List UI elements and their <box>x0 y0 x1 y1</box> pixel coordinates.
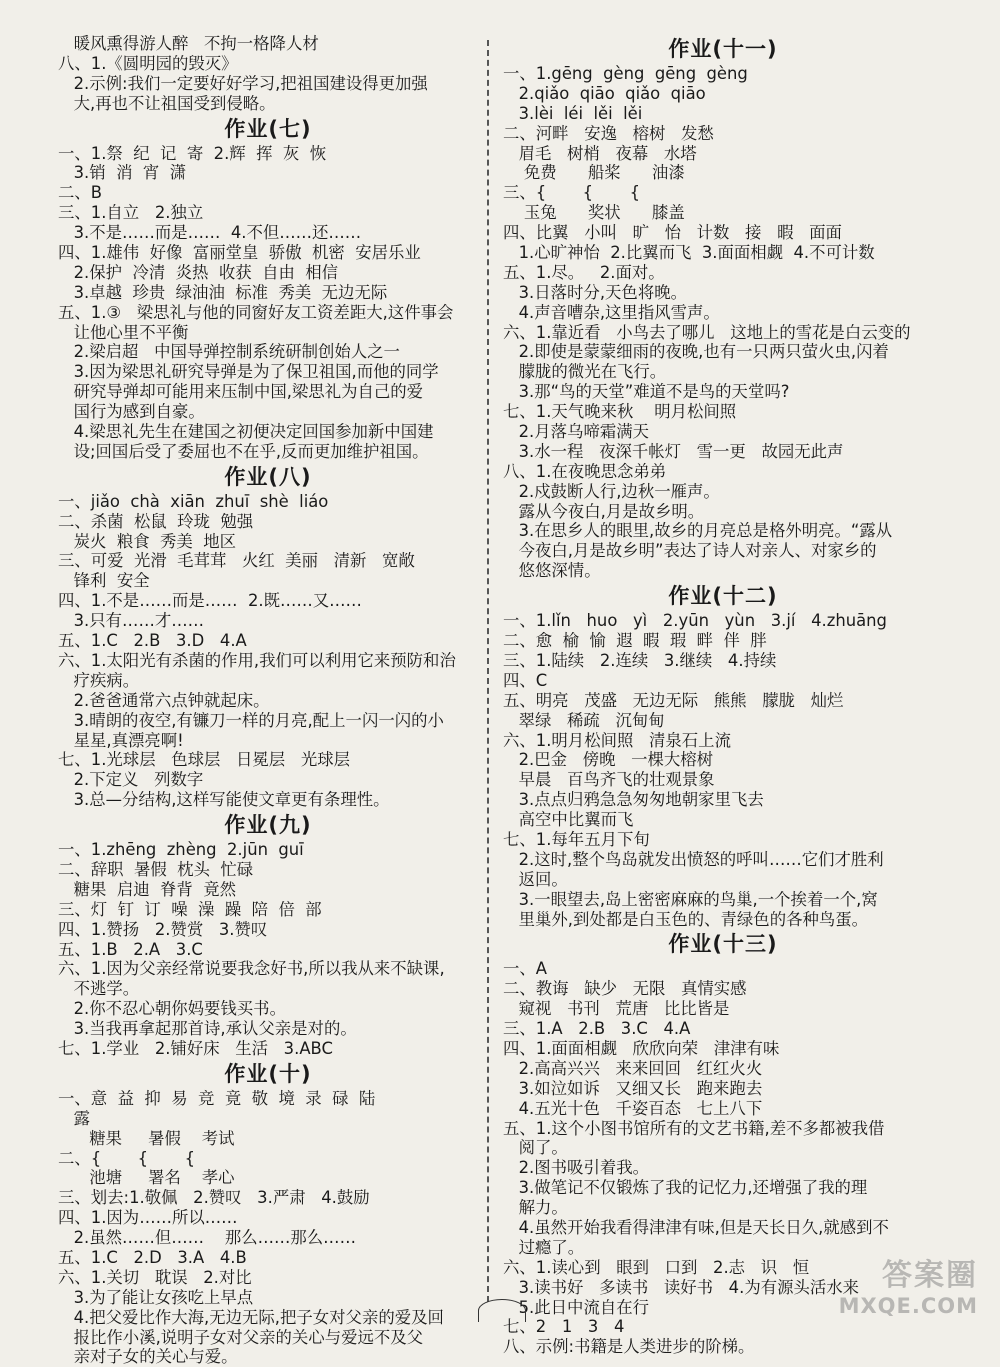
answer-line: 三、灯 钉 订 噪 澡 躁 陪 倍 部 <box>58 899 322 919</box>
answer-line: 一、jiǎo chà xiān zhuī shè liáo <box>58 491 329 511</box>
answer-line: 2.示例:我们一定要好好学习,把祖国建设得更加强 <box>58 73 428 93</box>
answer-line: 4.把父爱比作大海,无边无际,把子女对父亲的爱及回 <box>58 1307 444 1327</box>
watermark <box>839 1250 978 1318</box>
answer-line: 2.高高兴兴 来来回回 红红火火 <box>503 1058 763 1078</box>
answer-line: 高空中比翼而飞 <box>503 810 634 830</box>
answer-line: 4.虽然开始我看得津津有味,但是天长日久,就感到不 <box>503 1217 889 1237</box>
answer-line: 2.下定义 列数字 <box>58 770 204 790</box>
answer-line: 七、1.学业 2.铺好床 生活 3.ABC <box>58 1038 333 1058</box>
answer-line: 免费 船桨 油漆 <box>503 163 685 183</box>
answer-line: 锋利 安全 <box>58 571 150 591</box>
answer-line: 一、A <box>503 959 547 979</box>
answer-line: 3.日落时分,天色将晚。 <box>503 282 687 302</box>
answer-line: 四、C <box>503 670 548 690</box>
answer-line: 让他心里不平衡 <box>58 322 189 342</box>
answer-line: 过瘾了。 <box>503 1237 585 1257</box>
answer-line: 3.卓越 珍贵 绿油油 标准 秀美 无边无际 <box>58 282 388 302</box>
page-number-mark <box>478 1299 526 1322</box>
answer-line: 六、1.太阳光有杀菌的作用,我们可以利用它来预防和治 <box>58 650 456 670</box>
answer-line: 2.你不忍心朝你妈要钱买书。 <box>58 999 286 1019</box>
column-divider <box>487 40 489 1302</box>
answer-line: 三、1.A 2.B 3.C 4.A <box>503 1019 691 1039</box>
section-heading: 作业(十二) <box>668 584 778 609</box>
answer-line: 四、比翼 小叫 旷 怡 计数 接 暇 面面 <box>503 223 842 243</box>
watermark-url: MXQE.COM <box>838 1294 978 1318</box>
answer-line: 八、示例:书籍是人类进步的阶梯。 <box>503 1337 755 1357</box>
answer-line: 五、1.③ 梁思礼与他的同窗好友工资差距大,这件事会 <box>58 302 454 322</box>
answer-line: 五、1.这个小图书馆所有的文艺书籍,差不多都被我借 <box>503 1118 885 1138</box>
answer-line: 一、1.gēng gèng gēng gèng <box>503 64 748 83</box>
answer-line: 眉毛 树梢 夜幕 水塔 <box>503 143 697 163</box>
answer-line: 七、1.天气晚来秋 明月松间照 <box>503 402 737 422</box>
answer-line: 3.因为梁思礼研究导弹是为了保卫祖国,而他的同学 <box>58 362 439 382</box>
answer-line: 七、2 1 3 4 <box>503 1317 625 1337</box>
answer-line: 3.为了能让女孩吃上早点 <box>58 1287 254 1307</box>
answer-line: 炭火 粮食 秀美 地区 <box>58 531 237 551</box>
answer-line: 大,再也不让祖国受到侵略。 <box>58 93 276 113</box>
answer-line: 窥视 书刊 荒唐 比比皆是 <box>503 999 730 1019</box>
answer-line: 五、1.C 2.D 3.A 4.B <box>58 1247 247 1267</box>
answer-line: 悠悠深情。 <box>503 561 601 581</box>
answer-line: 三、可爱 光滑 毛茸茸 火红 美丽 清新 宽敞 <box>58 551 415 571</box>
answer-line: 2.巴金 傍晚 一棵大榕树 <box>503 750 714 770</box>
answer-line: 3.在思乡人的眼里,故乡的月亮总是格外明亮。“露从 <box>503 521 893 541</box>
answer-line: 露从今夜白,月是故乡明。 <box>503 501 705 521</box>
answer-line: 五、1.B 2.A 3.C <box>58 939 203 959</box>
answer-line: 暖风熏得游人醉 不拘一格降人材 <box>58 34 319 53</box>
answer-line: 四、1.面面相觑 欣欣向荣 津津有味 <box>503 1038 780 1058</box>
section-heading: 作业(八) <box>224 464 312 489</box>
answer-line: 六、1.关切 耽误 2.对比 <box>58 1267 252 1287</box>
answer-line: 解力。 <box>503 1198 568 1218</box>
answer-line: 六、1.明月松间照 清泉石上流 <box>503 730 731 750</box>
answer-line: 4.梁思礼先生在建国之初便决定回国参加新中国建 <box>58 422 434 442</box>
answer-line: 八、1.《圆明园的毁灭》 <box>58 53 238 73</box>
answer-line: 3.做笔记不仅锻炼了我的记忆力,还增强了我的理 <box>503 1178 868 1198</box>
answer-line: 露 <box>58 1108 91 1128</box>
answer-line: 2.这时,整个鸟岛就发出愤怒的呼叫……它们才胜利 <box>503 849 884 869</box>
answer-line: 2.戍鼓断人行,边秋一雁声。 <box>503 481 720 501</box>
answer-line: 4.五光十色 千姿百态 七上八下 <box>503 1098 763 1118</box>
answer-line: 4.声音嘈杂,这里指风雪声。 <box>503 302 720 322</box>
answer-line: 七、1.光球层 色球层 日冕层 光球层 <box>58 750 350 770</box>
right-answer-column <box>503 34 943 1357</box>
answer-line: 3.水一程 夜深千帐灯 雪一更 故园无此声 <box>503 441 844 461</box>
answer-line: 二、河畔 安逸 榕树 发愁 <box>503 123 714 143</box>
answer-line: 2.梁启超 中国导弹控制系统研制创始人之一 <box>58 342 400 362</box>
section-heading: 作业(九) <box>224 813 312 838</box>
answer-line: 三、1.陆续 2.连续 3.继续 4.持续 <box>503 650 777 670</box>
answer-line: 朦胧的微光在飞行。 <box>503 362 667 382</box>
answer-line: 2.图书吸引着我。 <box>503 1158 650 1178</box>
answer-line: 六、1.读心到 眼到 口到 2.志 识 恒 <box>503 1257 810 1277</box>
answer-line: 3.那“鸟的天堂”难道不是鸟的天堂吗? <box>503 382 790 402</box>
answer-line: 一、1.祭 纪 记 寄 2.辉 挥 灰 恢 <box>58 143 327 163</box>
answer-line: 2.虽然……但…… 那么……那么…… <box>58 1228 356 1248</box>
answer-line: 3.总—分结构,这样写能使文章更有条理性。 <box>58 790 390 810</box>
answer-line: 研究导弹却可能用来压制中国,梁思礼为自己的爱 <box>58 382 424 402</box>
answer-line: 3.当我再拿起那首诗,承认父亲是对的。 <box>58 1019 357 1039</box>
answer-line: 一、意 益 抑 易 竞 竟 敬 境 录 碌 陆 <box>58 1088 376 1108</box>
answer-line: 早晨 百鸟齐飞的壮观景象 <box>503 770 715 790</box>
answer-line: 二、B <box>58 183 103 203</box>
answer-line: 翠绿 稀疏 沉甸甸 <box>503 710 665 730</box>
answer-line: 3.不是……而是…… 4.不但……还…… <box>58 223 362 243</box>
answer-line: 四、1.赞扬 2.赞赏 3.赞叹 <box>58 919 268 939</box>
answer-line: 5.此日中流自在行 <box>503 1297 650 1317</box>
answer-line: 今夜白,月是故乡明”表达了诗人对亲人、对家乡的 <box>503 541 877 561</box>
answer-line: 五、明亮 茂盛 无边无际 熊熊 朦胧 灿烂 <box>503 690 844 710</box>
answer-line: 3.一眼望去,岛上密密麻麻的鸟巢,一个挨着一个,窝 <box>503 889 878 909</box>
answer-line: 3.如泣如诉 又细又长 跑来跑去 <box>503 1078 763 1098</box>
answer-line: 一、1.zhēng zhèng 2.jūn guī <box>58 840 304 860</box>
answer-line: 玉兔 奖状 膝盖 <box>503 203 685 223</box>
answer-line: 三、{ { { <box>503 183 641 203</box>
answer-line: 疗疾病。 <box>58 670 140 690</box>
answer-line: 3.读书好 多读书 读好书 4.为有源头活水来 <box>503 1277 860 1297</box>
answer-line: 糖果 启迪 脊背 竟然 <box>58 879 237 899</box>
left-answer-column <box>58 34 478 1367</box>
section-heading: 作业(十一) <box>668 37 778 61</box>
answer-line: 三、划去:1.敬佩 2.赞叹 3.严肃 4.鼓励 <box>58 1188 370 1208</box>
section-heading: 作业(七) <box>224 116 312 141</box>
answer-line: 2.qiǎo qiāo qiǎo qiāo <box>503 83 706 103</box>
answer-line: 二、杀菌 松鼠 玲珑 勉强 <box>58 511 254 531</box>
answer-line: 八、1.在夜晚思念弟弟 <box>503 461 667 481</box>
answer-line: 池塘 署名 孝心 <box>58 1168 235 1188</box>
answer-line: 亲对子女的关心与爱。 <box>58 1347 238 1367</box>
answer-line: 四、1.雄伟 好像 富丽堂皇 骄傲 机密 安居乐业 <box>58 243 421 263</box>
answer-line: 3.只有……才…… <box>58 611 205 631</box>
answer-line: 2.即使是蒙蒙细雨的夜晚,也有一只两只萤火虫,闪着 <box>503 342 889 362</box>
answer-line: 六、1.靠近看 小鸟去了哪儿 这地上的雪花是白云变的 <box>503 322 911 342</box>
answer-line: 七、1.每年五月下旬 <box>503 829 650 849</box>
answer-line: 糖果 暑假 考试 <box>58 1128 235 1148</box>
answer-line: 不逃学。 <box>58 979 140 999</box>
answer-line: 3.lèi léi lěi lěi <box>503 103 643 123</box>
answer-line: 2.月落乌啼霜满天 <box>503 422 650 442</box>
answer-line: 一、1.lǐn huo yì 2.yūn yùn 3.jí 4.zhuāng <box>503 611 887 631</box>
answer-line: 五、1.C 2.B 3.D 4.A <box>58 631 247 651</box>
answer-line: 2.保护 冷清 炎热 收获 自由 相信 <box>58 262 339 282</box>
answer-line: 3.销 消 宵 潇 <box>58 163 187 183</box>
watermark-brand: 答案圈 <box>882 1258 978 1293</box>
answer-line: 五、1.尽。 2.面对。 <box>503 262 665 282</box>
answer-line: 2.爸爸通常六点钟就起床。 <box>58 690 270 710</box>
answer-line: 1.心旷神怡 2.比翼而飞 3.面面相觑 4.不可计数 <box>503 243 875 263</box>
answer-line: 三、1.自立 2.独立 <box>58 203 204 223</box>
answer-line: 四、1.因为……所以…… <box>58 1208 238 1228</box>
answer-line: 阅了。 <box>503 1138 568 1158</box>
answer-line: 3.晴朗的夜空,有镰刀一样的月亮,配上一闪一闪的小 <box>58 710 444 730</box>
section-heading: 作业(十) <box>224 1061 312 1086</box>
answer-line: 星星,真漂亮啊! <box>58 730 184 750</box>
answer-line: 四、1.不是……而是…… 2.既……又…… <box>58 591 362 611</box>
answer-line: 返回。 <box>503 869 568 889</box>
answer-line: 六、1.因为父亲经常说要我念好书,所以我从来不缺课, <box>58 959 445 979</box>
answer-line: 3.点点归鸦急急匆匆地朝家里飞去 <box>503 790 764 810</box>
answer-line: 二、愈 榆 愉 遐 暇 瑕 畔 伴 胖 <box>503 631 767 651</box>
answer-line: 设;回国后受了委屈也不在乎,反而更加维护祖国。 <box>58 441 429 461</box>
answer-line: 报比作小溪,说明子女对父亲的关心与爱远不及父 <box>58 1327 424 1347</box>
section-heading: 作业(十三) <box>668 932 778 957</box>
answer-line: 里巢外,到处都是白玉色的、青绿色的各种鸟蛋。 <box>503 909 869 929</box>
answer-line: 二、教诲 缺少 无限 真情实感 <box>503 979 747 999</box>
answer-line: 二、{ { { <box>58 1148 196 1168</box>
answer-line: 二、辞职 暑假 枕头 忙碌 <box>58 859 254 879</box>
answer-line: 国行为感到自豪。 <box>58 402 205 422</box>
